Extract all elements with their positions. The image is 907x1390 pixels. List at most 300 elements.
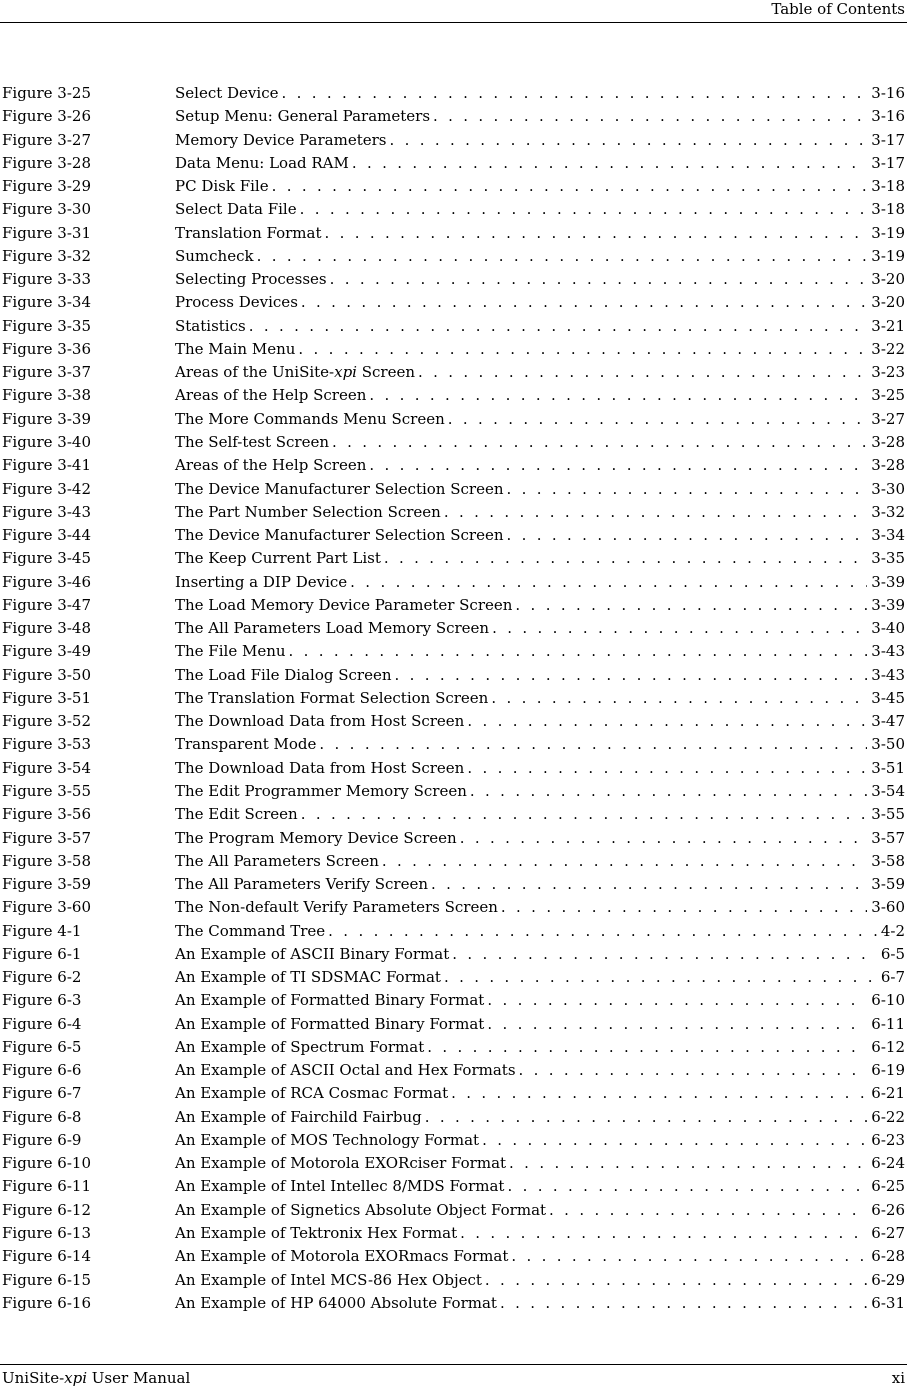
toc-row	[0, 338, 907, 361]
toc-row	[0, 571, 907, 594]
dot-leader	[433, 105, 867, 128]
toc-entry	[175, 129, 905, 152]
footer-page-number: xi	[891, 1369, 905, 1387]
figure-title-em: xpi	[334, 363, 357, 382]
toc-entry	[175, 1175, 905, 1198]
figure-number: Figure 3-37	[2, 363, 91, 382]
figure-number: Figure 6-12	[2, 1200, 91, 1219]
toc-row	[0, 757, 907, 780]
toc-row	[0, 873, 907, 896]
figure-title: An Example of Intel MCS-86 Hex Object	[175, 1270, 482, 1289]
page-number: 6-11	[871, 1014, 905, 1033]
figure-title: An Example of ASCII Octal and Hex Formats	[175, 1061, 516, 1080]
dot-leader	[470, 780, 867, 803]
figure-title: The Load Memory Device Parameter Screen	[175, 595, 513, 614]
toc-row	[0, 1129, 907, 1152]
figure-title: Areas of the Help Screen	[175, 456, 367, 475]
toc-entry	[175, 1036, 905, 1059]
dot-leader	[281, 82, 867, 105]
figure-title: The Device Manufacturer Selection Screen	[175, 479, 504, 498]
toc-entry	[175, 175, 905, 198]
page-number: 3-60	[871, 898, 905, 917]
toc-entry	[175, 291, 905, 314]
figure-title: An Example of Spectrum Format	[175, 1037, 425, 1056]
figure-title: The Self-test Screen	[175, 432, 330, 451]
figure-title: An Example of Intel Intellec 8/MDS Format	[175, 1177, 505, 1196]
figure-title: The Load File Dialog Screen	[175, 665, 392, 684]
toc-row	[0, 384, 907, 407]
list-of-figures	[0, 82, 907, 1315]
figure-title: Memory Device Parameters	[175, 130, 387, 149]
toc-row	[0, 733, 907, 756]
figure-number: Figure 3-47	[2, 595, 91, 614]
page-number: 3-27	[871, 409, 905, 428]
dot-leader	[395, 664, 868, 687]
figure-title: The Device Manufacturer Selection Screen	[175, 526, 504, 545]
toc-row	[0, 1292, 907, 1315]
figure-title: An Example of Fairchild Fairbug	[175, 1107, 422, 1126]
page-number: 4-2	[880, 921, 905, 940]
figure-number: Figure 3-53	[2, 735, 91, 754]
toc-entry	[175, 1013, 905, 1036]
figure-title: An Example of Motorola EXORciser Format	[175, 1154, 507, 1173]
page-number: 3-25	[871, 386, 905, 405]
dot-leader	[444, 966, 877, 989]
figure-title: An Example of MOS Technology Format	[175, 1130, 480, 1149]
dot-leader	[301, 803, 868, 826]
toc-entry	[175, 733, 905, 756]
toc-entry	[175, 1129, 905, 1152]
toc-entry	[175, 594, 905, 617]
toc-entry	[175, 687, 905, 710]
toc-row	[0, 920, 907, 943]
toc-entry	[175, 245, 905, 268]
toc-row	[0, 175, 907, 198]
page-number: 3-17	[871, 130, 905, 149]
toc-entry	[175, 803, 905, 826]
figure-number: Figure 3-39	[2, 409, 91, 428]
figure-number: Figure 3-32	[2, 246, 91, 265]
toc-row	[0, 1036, 907, 1059]
figure-title: Inserting a DIP Device	[175, 572, 348, 591]
page-number: 6-7	[880, 968, 905, 987]
dot-leader	[350, 571, 867, 594]
figure-title: The Download Data from Host Screen	[175, 712, 465, 731]
toc-entry	[175, 338, 905, 361]
page-number: 3-47	[871, 712, 905, 731]
toc-entry	[175, 757, 905, 780]
toc-row	[0, 222, 907, 245]
figure-title: An Example of TI SDSMAC Format	[175, 968, 441, 987]
dot-leader	[507, 478, 868, 501]
toc-entry	[175, 198, 905, 221]
page-number: 3-43	[871, 642, 905, 661]
figure-number: Figure 3-45	[2, 549, 91, 568]
toc-entry	[175, 896, 905, 919]
dot-leader	[491, 687, 867, 710]
page-number: 3-18	[871, 200, 905, 219]
dot-leader	[289, 640, 868, 663]
page-number: 3-51	[871, 758, 905, 777]
toc-entry	[175, 454, 905, 477]
toc-row	[0, 1199, 907, 1222]
page-number: 6-12	[871, 1037, 905, 1056]
figure-number: Figure 3-38	[2, 386, 91, 405]
page-number: 3-16	[871, 84, 905, 102]
toc-entry	[175, 478, 905, 501]
footer-manual-title	[2, 1368, 190, 1388]
figure-title: The All Parameters Verify Screen	[175, 875, 428, 894]
dot-leader	[431, 873, 867, 896]
figure-number: Figure 3-33	[2, 270, 91, 289]
figure-number: Figure 3-40	[2, 432, 91, 451]
dot-leader	[257, 245, 868, 268]
figure-number: Figure 6-1	[2, 944, 82, 963]
toc-row	[0, 594, 907, 617]
dot-leader	[507, 1175, 867, 1198]
toc-row	[0, 1059, 907, 1082]
figure-number: Figure 6-15	[2, 1270, 91, 1289]
toc-entry	[175, 873, 905, 896]
figure-title: The Download Data from Host Screen	[175, 758, 465, 777]
footer-manual-title-em: xpi	[64, 1369, 88, 1387]
figure-number: Figure 3-57	[2, 828, 91, 847]
page-number: 3-18	[871, 177, 905, 196]
toc-entry	[175, 315, 905, 338]
page-number: 6-19	[871, 1061, 905, 1080]
toc-entry	[175, 1269, 905, 1292]
dot-leader	[444, 501, 867, 524]
toc-row	[0, 152, 907, 175]
figure-number: Figure 6-6	[2, 1061, 82, 1080]
toc-row	[0, 989, 907, 1012]
figure-number: Figure 3-41	[2, 456, 91, 475]
toc-row	[0, 501, 907, 524]
toc-entry	[175, 780, 905, 803]
figure-title: Setup Menu: General Parameters	[175, 107, 431, 126]
page-number: 6-27	[871, 1224, 905, 1243]
toc-entry	[175, 920, 905, 943]
dot-leader	[515, 594, 867, 617]
toc-row	[0, 1106, 907, 1129]
dot-leader	[451, 1082, 867, 1105]
figure-title: Data Menu: Load RAM	[175, 153, 349, 172]
toc-row	[0, 1013, 907, 1036]
header-title: Table of Contents	[771, 0, 905, 18]
footer-manual-title-pre: UniSite-	[2, 1369, 65, 1387]
toc-entry	[175, 1059, 905, 1082]
page-number: 3-30	[871, 479, 905, 498]
dot-leader	[448, 408, 868, 431]
figure-title-post: Screen	[356, 363, 416, 382]
toc-entry	[175, 501, 905, 524]
page-number: 3-50	[871, 735, 905, 754]
figure-title: An Example of HP 64000 Absolute Format	[175, 1293, 497, 1312]
figure-title: An Example of Formatted Binary Format	[175, 1014, 485, 1033]
toc-row	[0, 129, 907, 152]
figure-number: Figure 3-46	[2, 572, 91, 591]
figure-number: Figure 3-58	[2, 851, 91, 870]
figure-number: Figure 3-56	[2, 805, 91, 824]
dot-leader	[467, 710, 867, 733]
figure-title: The Program Memory Device Screen	[175, 828, 457, 847]
dot-leader	[382, 850, 867, 873]
toc-row	[0, 245, 907, 268]
figure-number: Figure 3-26	[2, 107, 91, 126]
dot-leader	[298, 338, 867, 361]
dot-leader	[301, 291, 867, 314]
figure-number: Figure 3-48	[2, 619, 91, 638]
page-number: 3-20	[871, 270, 905, 289]
figure-title: An Example of RCA Cosmac Format	[175, 1084, 449, 1103]
dot-leader	[487, 1013, 867, 1036]
dot-leader	[330, 268, 868, 291]
toc-row	[0, 780, 907, 803]
page-header	[0, 0, 907, 23]
toc-row	[0, 198, 907, 221]
toc-row	[0, 1222, 907, 1245]
toc-row	[0, 687, 907, 710]
page-number: 3-23	[871, 363, 905, 382]
dot-leader	[369, 454, 867, 477]
toc-entry	[175, 268, 905, 291]
toc-entry	[175, 827, 905, 850]
figure-number: Figure 3-49	[2, 642, 91, 661]
dot-leader	[352, 152, 867, 175]
dot-leader	[492, 617, 867, 640]
figure-number: Figure 6-16	[2, 1293, 91, 1312]
figure-number: Figure 3-34	[2, 293, 91, 312]
page-number: 3-39	[871, 572, 905, 591]
page-number: 3-22	[871, 339, 905, 358]
page-number: 6-21	[871, 1084, 905, 1103]
toc-entry	[175, 1292, 905, 1315]
figure-title: Process Devices	[175, 293, 298, 312]
dot-leader	[511, 1245, 867, 1268]
dot-leader	[549, 1199, 867, 1222]
toc-entry	[175, 431, 905, 454]
toc-row	[0, 966, 907, 989]
footer-manual-title-post: User Manual	[87, 1369, 191, 1387]
toc-row	[0, 1152, 907, 1175]
figure-number: Figure 3-54	[2, 758, 91, 777]
page-number: 6-26	[871, 1200, 905, 1219]
figure-number: Figure 3-27	[2, 130, 91, 149]
dot-leader	[332, 431, 867, 454]
dot-leader	[384, 547, 867, 570]
figure-title: The File Menu	[175, 642, 286, 661]
page-number: 6-31	[871, 1293, 905, 1312]
toc-entry	[175, 664, 905, 687]
figure-number: Figure 3-29	[2, 177, 91, 196]
page-footer	[0, 1364, 907, 1390]
figure-title: The Translation Format Selection Screen	[175, 688, 489, 707]
figure-title: An Example of Tektronix Hex Format	[175, 1224, 458, 1243]
figure-title: The More Commands Menu Screen	[175, 409, 445, 428]
figure-title: Areas of the Help Screen	[175, 386, 367, 405]
dot-leader	[389, 129, 867, 152]
figure-title: PC Disk File	[175, 177, 269, 196]
figure-number: Figure 3-36	[2, 339, 91, 358]
toc-entry	[175, 1106, 905, 1129]
figure-number: Figure 3-30	[2, 200, 91, 219]
page-number: 3-21	[871, 316, 905, 335]
page-number: 3-34	[871, 526, 905, 545]
page-number: 6-22	[871, 1107, 905, 1126]
figure-title: An Example of ASCII Binary Format	[175, 944, 450, 963]
figure-number: Figure 6-5	[2, 1037, 82, 1056]
page-number: 3-39	[871, 595, 905, 614]
toc-row	[0, 291, 907, 314]
figure-title: The Edit Programmer Memory Screen	[175, 781, 467, 800]
toc-row	[0, 850, 907, 873]
figure-number: Figure 6-13	[2, 1224, 91, 1243]
toc-row	[0, 105, 907, 128]
figure-title: Select Device	[175, 84, 279, 102]
figure-title: Sumcheck	[175, 246, 254, 265]
figure-title: Statistics	[175, 316, 246, 335]
dot-leader	[487, 989, 867, 1012]
toc-row	[0, 361, 907, 384]
dot-leader	[519, 1059, 868, 1082]
toc-entry	[175, 1082, 905, 1105]
dot-leader	[507, 524, 868, 547]
toc-entry	[175, 571, 905, 594]
toc-entry	[175, 82, 905, 105]
toc-entry	[175, 640, 905, 663]
page-number: 3-32	[871, 502, 905, 521]
page-number: 3-28	[871, 456, 905, 475]
page-number: 3-57	[871, 828, 905, 847]
figure-title: The Keep Current Part List	[175, 549, 381, 568]
dot-leader	[418, 361, 867, 384]
toc-entry	[175, 966, 905, 989]
page-number: 3-35	[871, 549, 905, 568]
figure-title: An Example of Formatted Binary Format	[175, 991, 485, 1010]
toc-entry	[175, 1245, 905, 1268]
figure-number: Figure 3-28	[2, 153, 91, 172]
figure-title-pre: Areas of the UniSite-	[175, 363, 335, 382]
page-number: 6-23	[871, 1130, 905, 1149]
figure-number: Figure 3-44	[2, 526, 91, 545]
figure-number: Figure 6-11	[2, 1177, 91, 1196]
figure-number: Figure 6-2	[2, 968, 82, 987]
figure-title: The Command Tree	[175, 921, 326, 940]
toc-entry	[175, 105, 905, 128]
figure-title: Transparent Mode	[175, 735, 317, 754]
dot-leader	[249, 315, 868, 338]
page-number: 3-19	[871, 246, 905, 265]
dot-leader	[369, 384, 867, 407]
figure-title: An Example of Motorola EXORmacs Format	[175, 1247, 509, 1266]
figure-number: Figure 3-50	[2, 665, 91, 684]
figure-number: Figure 6-4	[2, 1014, 82, 1033]
toc-entry	[175, 943, 905, 966]
page-number: 3-59	[871, 875, 905, 894]
dot-leader	[319, 733, 867, 756]
toc-row	[0, 617, 907, 640]
toc-entry	[175, 384, 905, 407]
dot-leader	[427, 1036, 867, 1059]
figure-number: Figure 3-42	[2, 479, 91, 498]
toc-row	[0, 82, 907, 105]
dot-leader	[452, 943, 877, 966]
dot-leader	[460, 1222, 867, 1245]
page-number: 6-25	[871, 1177, 905, 1196]
figure-number: Figure 6-3	[2, 991, 82, 1010]
toc-row	[0, 268, 907, 291]
toc-row	[0, 896, 907, 919]
toc-row	[0, 943, 907, 966]
toc-row	[0, 827, 907, 850]
figure-number: Figure 6-8	[2, 1107, 82, 1126]
figure-title: The All Parameters Load Memory Screen	[175, 619, 490, 638]
toc-entry	[175, 850, 905, 873]
figure-number: Figure 6-9	[2, 1130, 82, 1149]
toc-row	[0, 524, 907, 547]
toc-row	[0, 640, 907, 663]
toc-entry	[175, 1222, 905, 1245]
figure-title: The Main Menu	[175, 339, 296, 358]
page-number: 6-29	[871, 1270, 905, 1289]
page-number: 3-20	[871, 293, 905, 312]
toc-row	[0, 1082, 907, 1105]
toc-entry	[175, 361, 905, 384]
dot-leader	[425, 1106, 868, 1129]
figure-number: Figure 3-60	[2, 898, 91, 917]
dot-leader	[485, 1269, 867, 1292]
figure-number: Figure 3-43	[2, 502, 91, 521]
toc-entry	[175, 547, 905, 570]
toc-row	[0, 547, 907, 570]
figure-title: The Edit Screen	[175, 805, 298, 824]
figure-number: Figure 3-51	[2, 688, 91, 707]
toc-entry	[175, 617, 905, 640]
toc-row	[0, 1175, 907, 1198]
figure-number: Figure 6-10	[2, 1154, 91, 1173]
toc-row	[0, 803, 907, 826]
figure-title: An Example of Signetics Absolute Object Format	[175, 1200, 547, 1219]
figure-title: Select Data File	[175, 200, 297, 219]
toc-entry	[175, 989, 905, 1012]
toc-row	[0, 1269, 907, 1292]
page-number: 6-28	[871, 1247, 905, 1266]
toc-entry	[175, 1152, 905, 1175]
figure-number: Figure 4-1	[2, 921, 82, 940]
dot-leader	[328, 920, 877, 943]
toc-entry	[175, 222, 905, 245]
dot-leader	[460, 827, 868, 850]
dot-leader	[500, 1292, 867, 1315]
figure-number: Figure 3-52	[2, 712, 91, 731]
page-number: 3-55	[871, 805, 905, 824]
dot-leader	[467, 757, 867, 780]
page-number: 3-40	[871, 619, 905, 638]
figure-title: The All Parameters Screen	[175, 851, 379, 870]
toc-row	[0, 454, 907, 477]
figure-title: Selecting Processes	[175, 270, 327, 289]
figure-number: Figure 3-35	[2, 316, 91, 335]
figure-number: Figure 6-14	[2, 1247, 91, 1266]
dot-leader	[272, 175, 868, 198]
page-number: 3-58	[871, 851, 905, 870]
page-number: 3-43	[871, 665, 905, 684]
page-number: 6-5	[880, 944, 905, 963]
dot-leader	[300, 198, 868, 221]
toc-entry	[175, 152, 905, 175]
toc-entry	[175, 710, 905, 733]
page-number: 3-28	[871, 432, 905, 451]
